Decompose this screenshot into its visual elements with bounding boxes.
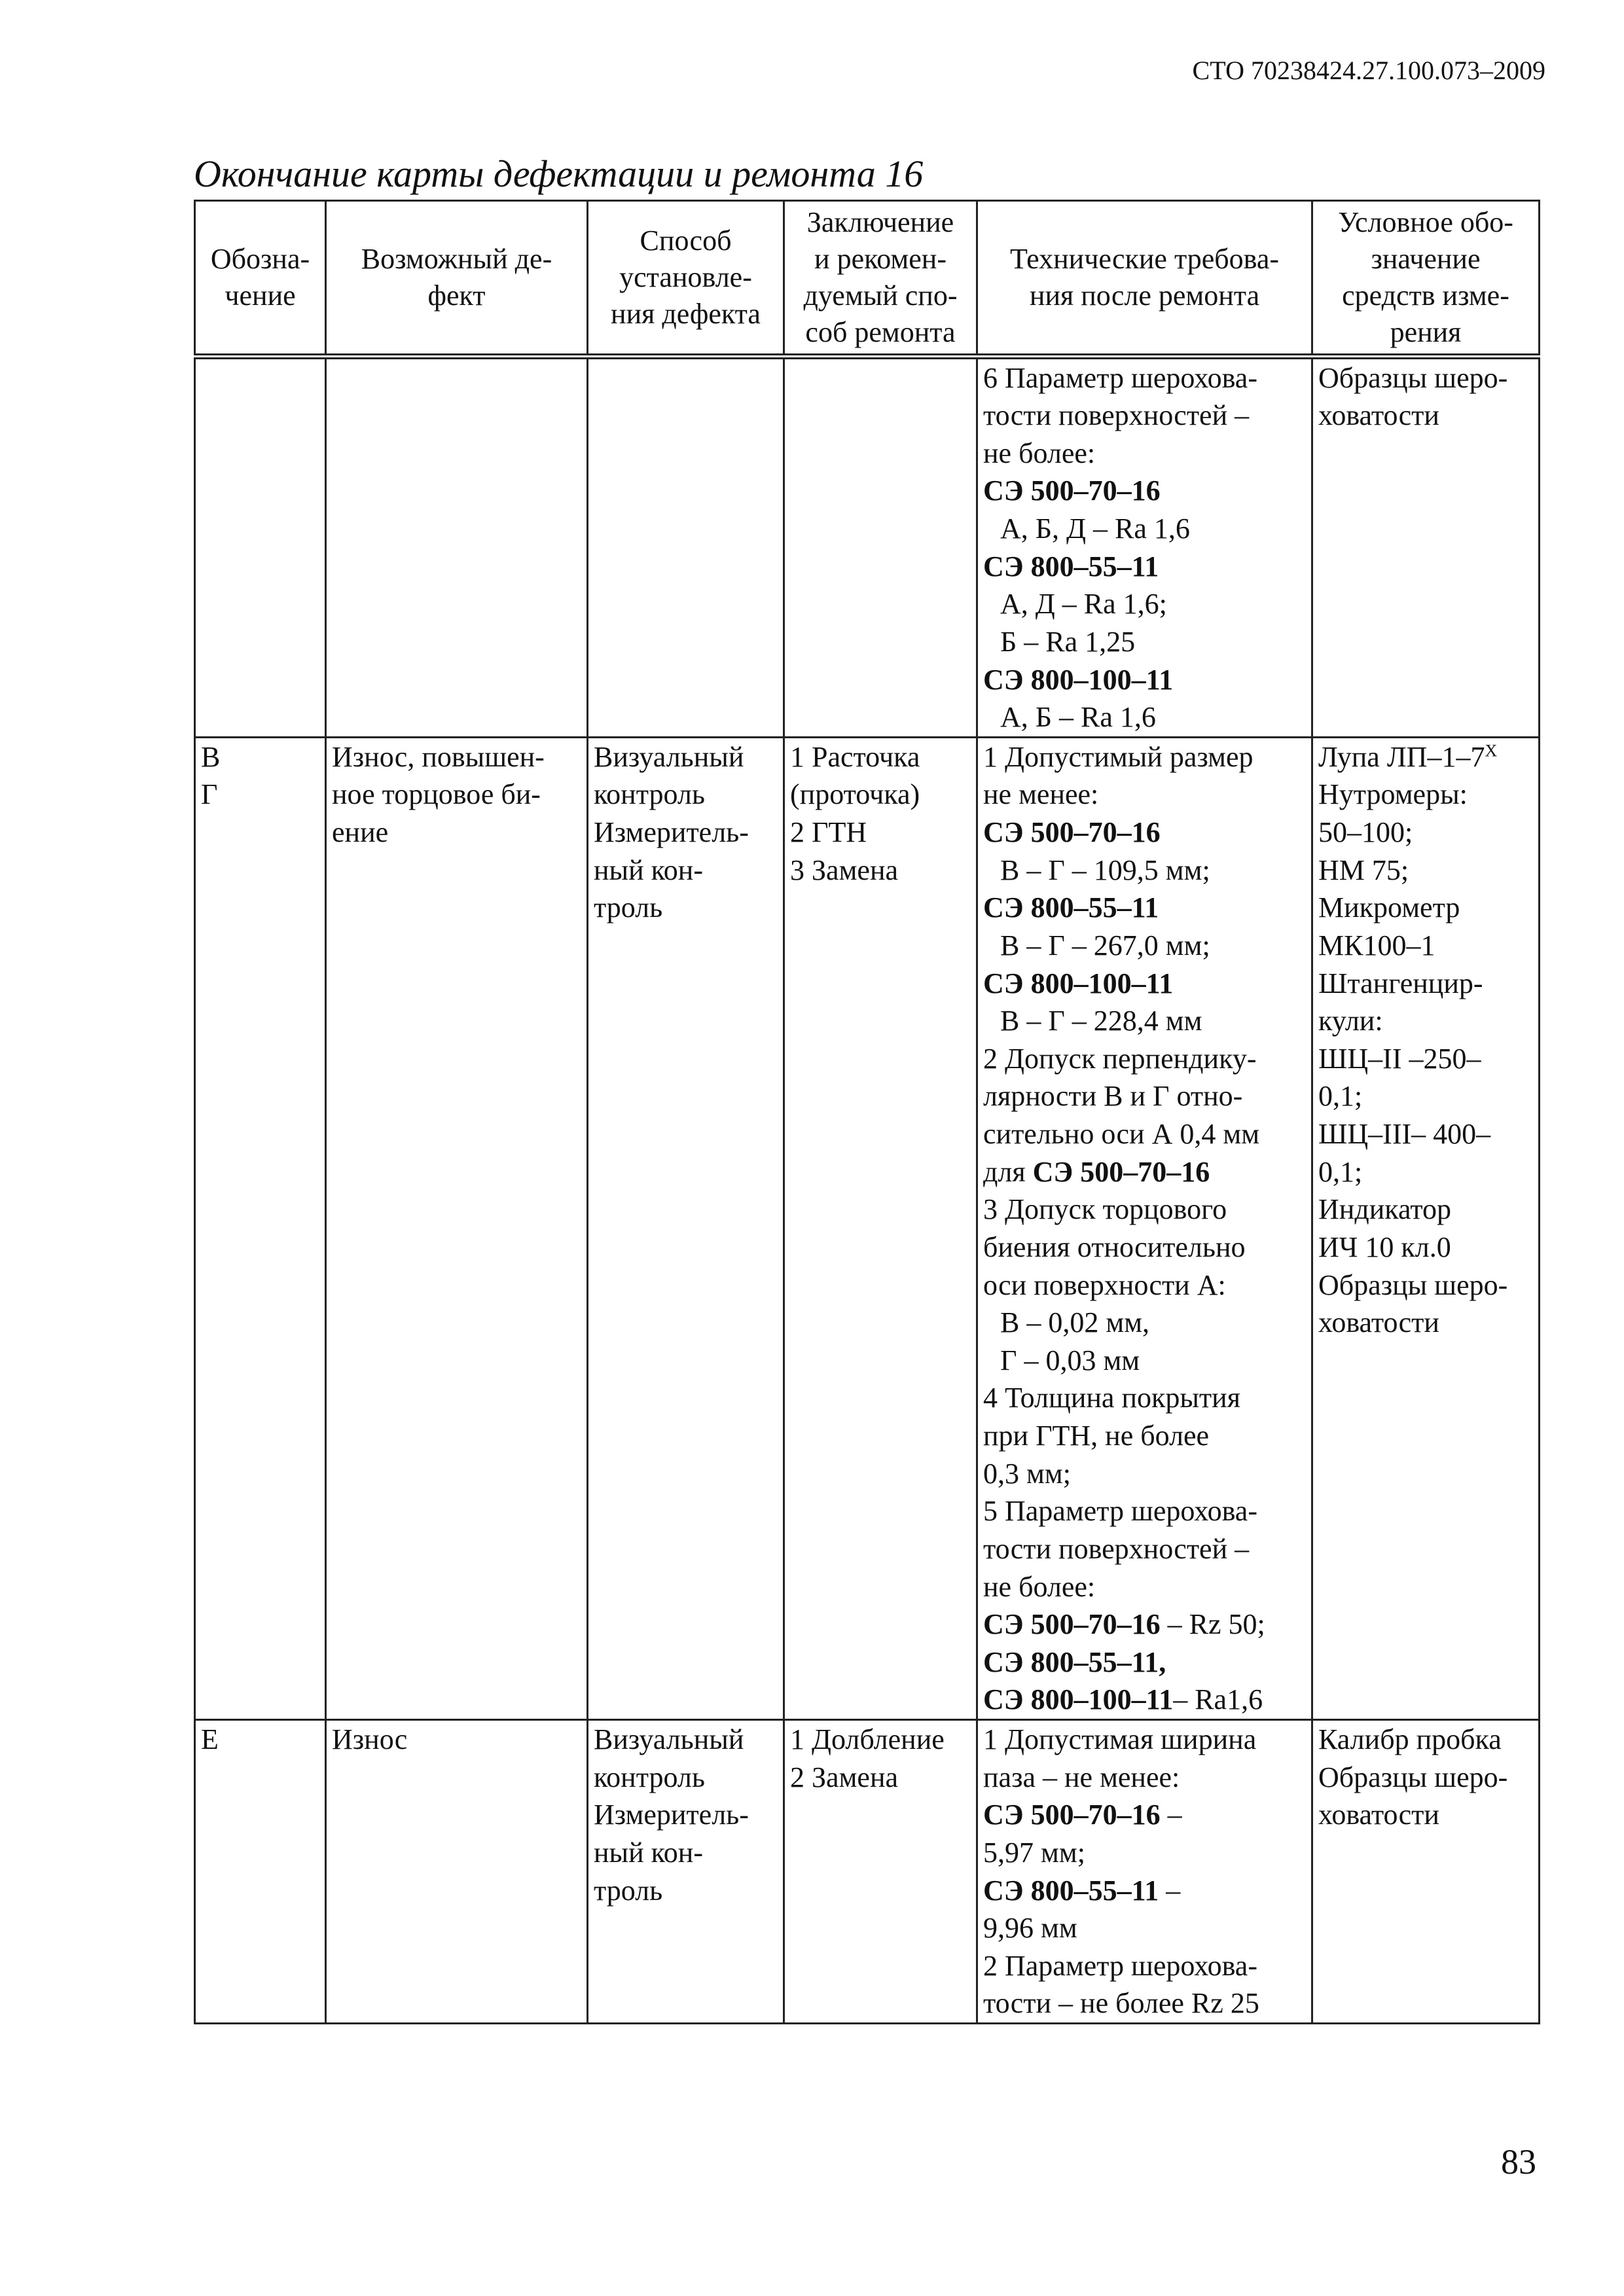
cell-method bbox=[588, 737, 784, 1719]
cell-line: Визуальный bbox=[594, 740, 744, 773]
cell-line: ИЧ 10 кл.0 bbox=[1318, 1230, 1451, 1263]
cell-line: не более: bbox=[983, 437, 1096, 469]
header-defect bbox=[326, 201, 588, 357]
model-designation: СЭ 800–100–11 bbox=[983, 967, 1174, 999]
cell-repair bbox=[784, 356, 977, 737]
cell-line: контроль bbox=[594, 778, 705, 811]
header-line: средств изме- bbox=[1342, 279, 1509, 312]
header-line: фект bbox=[427, 279, 486, 312]
cell-line bbox=[983, 814, 1306, 852]
cell-line: НМ 75; bbox=[1318, 853, 1409, 886]
defect-repair-table bbox=[194, 200, 1540, 2024]
model-designation: СЭ 800–55–11 bbox=[983, 891, 1159, 924]
cell-designation bbox=[195, 356, 326, 737]
cell-line: сительно оси А 0,4 мм bbox=[983, 1118, 1260, 1150]
header-line: Способ bbox=[640, 224, 732, 257]
cell-line: 2 Замена bbox=[790, 1761, 899, 1793]
model-designation: СЭ 800–100–11 bbox=[983, 663, 1174, 696]
cell-line: 2 Параметр шерохова- bbox=[983, 1949, 1257, 1982]
cell-line: троль bbox=[594, 1874, 663, 1907]
cell-line: лярности В и Г отно- bbox=[983, 1080, 1243, 1113]
cell-line: Калибр пробка bbox=[1318, 1723, 1502, 1755]
cell-line: А, Б, Д – Ra 1,6 bbox=[1000, 512, 1190, 545]
cell-line bbox=[983, 889, 1306, 927]
cell-repair bbox=[784, 1720, 977, 2024]
header-line: Заключение bbox=[806, 206, 954, 238]
cell-line: Г bbox=[201, 778, 218, 811]
cell-line: 5,97 мм; bbox=[983, 1836, 1085, 1869]
cell-line: Индикатор bbox=[1318, 1193, 1452, 1226]
cell-line: В – Г – 109,5 мм; bbox=[1000, 853, 1210, 886]
cell-defect bbox=[326, 737, 588, 1719]
header-line: Обозна- bbox=[210, 242, 310, 275]
cell-line: 9,96 мм bbox=[983, 1912, 1077, 1945]
header-instruments bbox=[1312, 201, 1540, 357]
cell-line: 1 Расточка bbox=[790, 740, 920, 773]
cell-line: 0,1; bbox=[1318, 1155, 1363, 1188]
cell-line: Лупа $ЛП-1-7^Х$ bbox=[1318, 740, 1498, 773]
model-designation: СЭ 500–70–16 bbox=[983, 816, 1161, 848]
cell-line: троль bbox=[594, 891, 663, 924]
cell-instruments bbox=[1312, 1720, 1540, 2024]
table-row bbox=[195, 356, 1540, 737]
cell-line: В bbox=[201, 740, 221, 773]
header-line: Возможный де- bbox=[361, 242, 552, 275]
table-header-row bbox=[195, 201, 1540, 357]
cell-defect bbox=[326, 1720, 588, 2024]
header-line: и рекомен- bbox=[814, 242, 947, 275]
cell-requirements bbox=[977, 737, 1312, 1719]
header-line: Технические требова- bbox=[1009, 242, 1280, 275]
cell-line: тости поверхностей – bbox=[983, 399, 1250, 432]
cell-defect bbox=[326, 356, 588, 737]
cell-line: 2 Допуск перпендику- bbox=[983, 1042, 1257, 1075]
cell-line: Г – 0,03 мм bbox=[1000, 1344, 1140, 1376]
cell-line: ение bbox=[332, 816, 389, 848]
cell-instruments bbox=[1312, 737, 1540, 1719]
cell-line: Е bbox=[201, 1723, 219, 1755]
cell-line: 6 Параметр шерохова- bbox=[983, 361, 1257, 394]
cell-line: Образцы шеро- bbox=[1318, 361, 1508, 394]
cell-line: 1 Допустимый размер bbox=[983, 740, 1254, 773]
header-line: ния после ремонта bbox=[1029, 279, 1260, 312]
header-line: соб ремонта bbox=[805, 315, 956, 348]
cell-line: Образцы шеро- bbox=[1318, 1268, 1508, 1301]
cell-line: 1 Допустимая ширина bbox=[983, 1723, 1257, 1755]
header-repair bbox=[784, 201, 977, 357]
cell-line: Визуальный bbox=[594, 1723, 744, 1755]
cell-line bbox=[983, 965, 1306, 1003]
model-designation: СЭ 800–55–11, bbox=[983, 1645, 1166, 1678]
cell-line: кули: bbox=[1318, 1005, 1383, 1037]
cell-line: 5 Параметр шерохова- bbox=[983, 1495, 1257, 1528]
cell-line: ный кон- bbox=[594, 1836, 703, 1869]
header-line: значение bbox=[1371, 242, 1481, 275]
cell-line bbox=[983, 661, 1306, 699]
cell-line: А, Б – Ra 1,6 bbox=[1000, 701, 1156, 734]
header-method bbox=[588, 201, 784, 357]
cell-line: 3 Допуск торцового bbox=[983, 1193, 1227, 1226]
cell-line: 3 Замена bbox=[790, 853, 899, 886]
header-requirements bbox=[977, 201, 1312, 357]
cell-line: ховатости bbox=[1318, 1799, 1439, 1831]
cell-line: Штангенцир- bbox=[1318, 967, 1483, 999]
header-line: установле- bbox=[619, 260, 752, 293]
table-body bbox=[195, 356, 1540, 2024]
cell-line: тости поверхностей – bbox=[983, 1532, 1250, 1565]
header-line: ния дефекта bbox=[611, 297, 761, 330]
document-code: СТО 70238424.27.100.073–2009 bbox=[1192, 56, 1545, 85]
cell-method bbox=[588, 1720, 784, 2024]
cell-line: СЭ 800–55–11 – bbox=[983, 1874, 1181, 1907]
cell-line: для СЭ 500–70–16 bbox=[983, 1155, 1210, 1188]
cell-requirements bbox=[977, 356, 1312, 737]
cell-line: контроль bbox=[594, 1761, 705, 1793]
cell-line: СЭ 500–70–16 – bbox=[983, 1799, 1182, 1831]
cell-line: В – 0,02 мм, bbox=[1000, 1306, 1150, 1339]
cell-line bbox=[983, 1643, 1306, 1681]
cell-line: не более: bbox=[983, 1570, 1096, 1603]
cell-line: тости – не более Rz 25 bbox=[983, 1987, 1259, 2020]
cell-line: В – Г – 267,0 мм; bbox=[1000, 929, 1210, 961]
cell-line: МК100–1 bbox=[1318, 929, 1435, 961]
header-designation bbox=[195, 201, 326, 357]
table-row bbox=[195, 737, 1540, 1719]
cell-line bbox=[983, 472, 1306, 510]
model-designation: СЭ 500–70–16 bbox=[983, 1799, 1161, 1831]
cell-line: Измеритель- bbox=[594, 1799, 749, 1831]
cell-line: не менее: bbox=[983, 778, 1099, 811]
header-line: дуемый спо- bbox=[803, 279, 958, 312]
cell-line: ховатости bbox=[1318, 399, 1439, 432]
cell-line: Б – Ra 1,25 bbox=[1000, 625, 1136, 658]
cell-requirements bbox=[977, 1720, 1312, 2024]
superscript: Х bbox=[1485, 741, 1498, 761]
cell-designation bbox=[195, 1720, 326, 2024]
cell-line: Образцы шеро- bbox=[1318, 1761, 1508, 1793]
cell-line: паза – не менее: bbox=[983, 1761, 1180, 1793]
cell-line: А, Д – Ra 1,6; bbox=[1000, 588, 1167, 620]
cell-line: Износ bbox=[332, 1723, 408, 1755]
cell-line bbox=[983, 548, 1306, 586]
cell-designation bbox=[195, 737, 326, 1719]
cell-line: ШЦ–II –250– bbox=[1318, 1042, 1481, 1075]
cell-line: 4 Толщина покрытия bbox=[983, 1382, 1240, 1414]
header-line: чение bbox=[225, 279, 296, 312]
model-designation: СЭ 500–70–16 bbox=[983, 1608, 1161, 1641]
cell-line: ный кон- bbox=[594, 853, 703, 886]
page-number: 83 bbox=[1501, 2142, 1536, 2181]
cell-line: Износ, повышен- bbox=[332, 740, 545, 773]
cell-line: ШЦ–III– 400– bbox=[1318, 1118, 1491, 1150]
cell-line: ное торцовое би- bbox=[332, 778, 541, 811]
cell-line: 2 ГТН bbox=[790, 816, 867, 848]
model-designation: СЭ 500–70–16 bbox=[983, 475, 1161, 507]
model-designation: СЭ 800–55–11 bbox=[983, 550, 1159, 583]
model-designation: СЭ 800–55–11 bbox=[983, 1874, 1159, 1907]
cell-line: при ГТН, не более bbox=[983, 1420, 1210, 1452]
table-title: Окончание карты дефектации и ремонта 16 bbox=[194, 152, 924, 195]
model-designation: СЭ 500–70–16 bbox=[1032, 1155, 1210, 1188]
table-row bbox=[195, 1720, 1540, 2024]
cell-line: Нутромеры: bbox=[1318, 778, 1468, 811]
cell-line: 0,1; bbox=[1318, 1080, 1363, 1113]
cell-line: СЭ 800–100–11– Ra1,6 bbox=[983, 1683, 1263, 1716]
cell-repair bbox=[784, 737, 977, 1719]
cell-line: Измеритель- bbox=[594, 816, 749, 848]
model-designation: СЭ 800–100–11 bbox=[983, 1683, 1174, 1716]
cell-method bbox=[588, 356, 784, 737]
cell-line: В – Г – 228,4 мм bbox=[1000, 1005, 1202, 1037]
header-line: Условное обо- bbox=[1338, 206, 1513, 238]
cell-line: Микрометр bbox=[1318, 891, 1460, 924]
cell-line: оси поверхности А: bbox=[983, 1268, 1226, 1301]
cell-line: 50–100; bbox=[1318, 816, 1413, 848]
cell-line: ховатости bbox=[1318, 1306, 1439, 1339]
cell-line: (проточка) bbox=[790, 778, 920, 811]
cell-line: СЭ 500–70–16 – Rz 50; bbox=[983, 1608, 1265, 1641]
cell-line: биения относительно bbox=[983, 1230, 1246, 1263]
cell-line: 0,3 мм; bbox=[983, 1457, 1071, 1490]
header-line: рения bbox=[1390, 315, 1462, 348]
cell-line: 1 Долбление bbox=[790, 1723, 945, 1755]
cell-instruments bbox=[1312, 356, 1540, 737]
